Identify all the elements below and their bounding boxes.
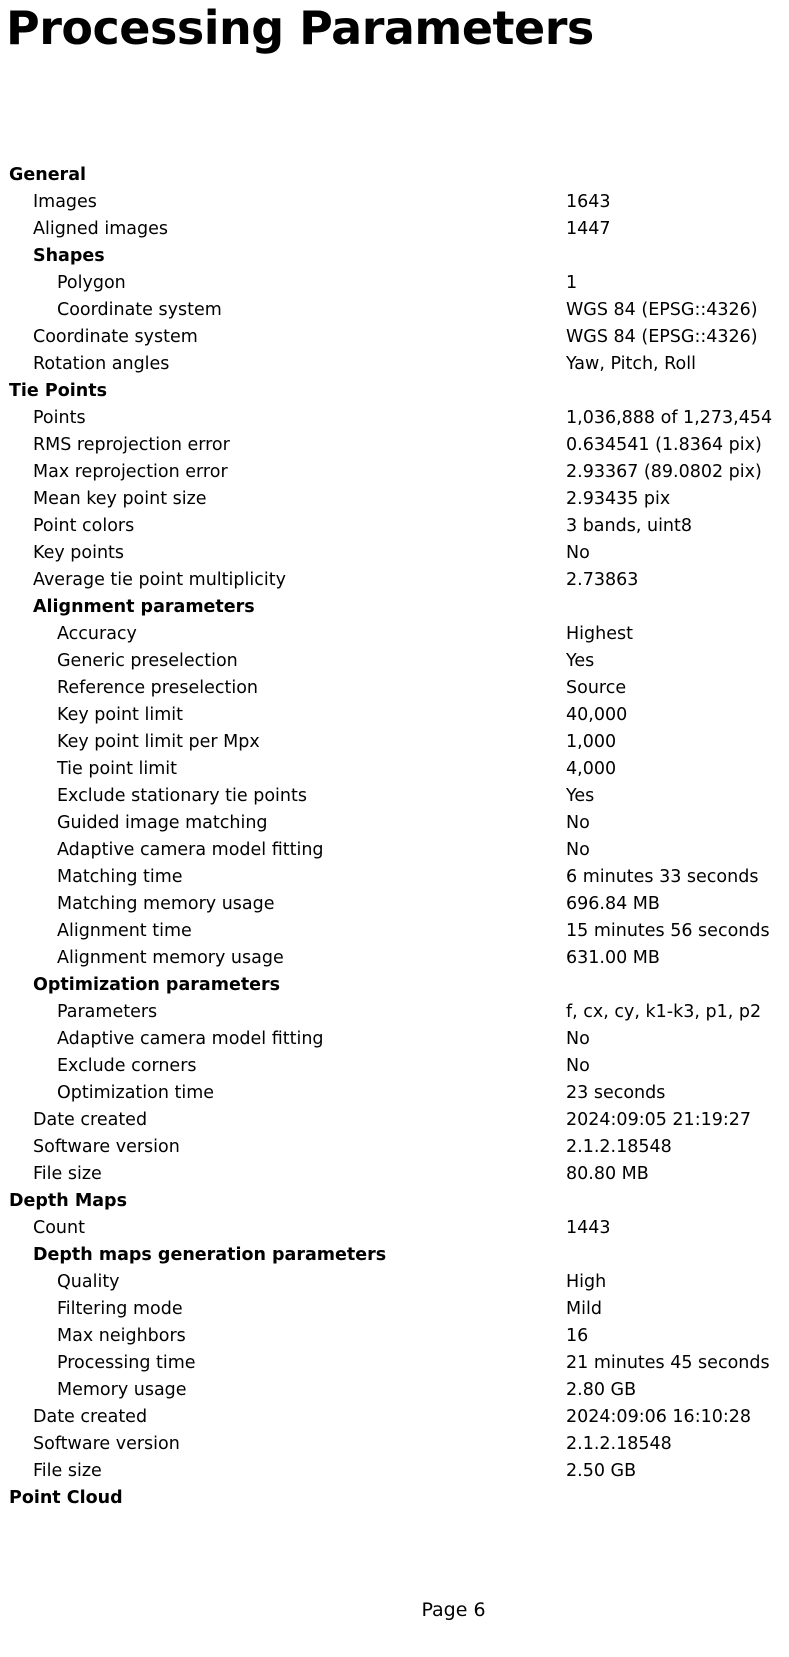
parameter-value: 2.80 GB — [566, 1380, 637, 1400]
parameter-label: Count — [33, 1218, 85, 1238]
parameter-value: 4,000 — [566, 759, 617, 779]
parameter-value: 2.50 GB — [566, 1461, 637, 1481]
parameter-value: No — [566, 1056, 590, 1076]
parameter-row — [0, 729, 789, 756]
parameter-label: Alignment memory usage — [57, 948, 284, 968]
parameter-row — [0, 1377, 789, 1404]
parameter-row — [0, 1269, 789, 1296]
parameter-value: 21 minutes 45 seconds — [566, 1353, 770, 1373]
parameter-value: 3 bands, uint8 — [566, 516, 693, 536]
parameter-value: 15 minutes 56 seconds — [566, 921, 770, 941]
parameter-label: Reference preselection — [57, 678, 259, 698]
parameter-label: Key point limit per Mpx — [57, 732, 260, 752]
parameter-value: WGS 84 (EPSG::4326) — [566, 300, 758, 320]
parameter-value: 1443 — [566, 1218, 611, 1238]
parameter-label: Shapes — [33, 246, 105, 266]
parameter-row — [0, 405, 789, 432]
subsection-header-row — [0, 594, 789, 621]
parameter-value: 1 — [566, 273, 578, 293]
parameter-label: Filtering mode — [57, 1299, 183, 1319]
parameter-value: Mild — [566, 1299, 602, 1319]
parameter-label: Date created — [33, 1407, 148, 1427]
parameter-row — [0, 459, 789, 486]
parameter-value: 2.93435 pix — [566, 489, 671, 509]
parameter-value: Yes — [566, 786, 595, 806]
parameter-row — [0, 540, 789, 567]
parameter-label: General — [9, 165, 86, 185]
parameter-row — [0, 216, 789, 243]
parameter-row — [0, 1404, 789, 1431]
parameter-label: File size — [33, 1164, 102, 1184]
parameter-label: Quality — [57, 1272, 120, 1292]
parameter-row — [0, 1107, 789, 1134]
parameter-value: 80.80 MB — [566, 1164, 649, 1184]
section-header-row — [0, 162, 789, 189]
parameter-value: 2024:09:06 16:10:28 — [566, 1407, 752, 1427]
parameter-row — [0, 1431, 789, 1458]
parameter-label: Software version — [33, 1137, 180, 1157]
parameter-row — [0, 783, 789, 810]
parameter-row — [0, 864, 789, 891]
parameter-row — [0, 810, 789, 837]
parameter-label: Matching time — [57, 867, 183, 887]
parameter-value: 2.73863 — [566, 570, 639, 590]
parameter-label: Processing time — [57, 1353, 196, 1373]
parameter-value: 1,000 — [566, 732, 617, 752]
parameter-label: Points — [33, 408, 86, 428]
page-title: Processing Parameters — [6, 1, 594, 55]
parameter-value: 16 — [566, 1326, 589, 1346]
parameter-row — [0, 1296, 789, 1323]
section-header-row — [0, 378, 789, 405]
parameter-label: Optimization parameters — [33, 975, 281, 995]
parameter-label: Max neighbors — [57, 1326, 186, 1346]
parameter-label: Mean key point size — [33, 489, 207, 509]
parameter-row — [0, 891, 789, 918]
parameter-value: 1643 — [566, 192, 611, 212]
parameters-list — [0, 162, 789, 1512]
section-header-row — [0, 1188, 789, 1215]
parameter-label: Coordinate system — [33, 327, 198, 347]
parameter-value: 1,036,888 of 1,273,454 — [566, 408, 773, 428]
parameter-label: Depth Maps — [9, 1191, 128, 1211]
subsection-header-row — [0, 1242, 789, 1269]
parameter-value: No — [566, 543, 590, 563]
parameter-label: Coordinate system — [57, 300, 222, 320]
parameter-value: 2024:09:05 21:19:27 — [566, 1110, 752, 1130]
parameter-label: Exclude corners — [57, 1056, 197, 1076]
parameter-value: 696.84 MB — [566, 894, 660, 914]
parameter-row — [0, 837, 789, 864]
parameter-label: Matching memory usage — [57, 894, 275, 914]
parameter-value: 2.93367 (89.0802 pix) — [566, 462, 762, 482]
parameter-row — [0, 297, 789, 324]
parameter-label: Key point limit — [57, 705, 183, 725]
page-footer — [0, 1599, 789, 1621]
parameter-label: Images — [33, 192, 97, 212]
parameter-label: Key points — [33, 543, 125, 563]
subsection-header-row — [0, 243, 789, 270]
parameter-label: File size — [33, 1461, 102, 1481]
parameter-row — [0, 1215, 789, 1242]
parameter-row — [0, 486, 789, 513]
parameter-row — [0, 1323, 789, 1350]
parameter-value: High — [566, 1272, 607, 1292]
section-header-row — [0, 1485, 789, 1512]
parameter-row — [0, 1026, 789, 1053]
parameter-label: RMS reprojection error — [33, 435, 230, 455]
parameter-label: Guided image matching — [57, 813, 268, 833]
parameter-label: Memory usage — [57, 1380, 187, 1400]
parameter-label: Max reprojection error — [33, 462, 228, 482]
parameter-value: 40,000 — [566, 705, 628, 725]
parameter-row — [0, 1161, 789, 1188]
parameter-row — [0, 945, 789, 972]
parameter-row — [0, 324, 789, 351]
parameter-row — [0, 513, 789, 540]
parameter-label: Average tie point multiplicity — [33, 570, 286, 590]
subsection-header-row — [0, 972, 789, 999]
parameter-row — [0, 999, 789, 1026]
page-number: Page 6 — [421, 1599, 486, 1621]
parameter-label: Software version — [33, 1434, 180, 1454]
parameter-row — [0, 1053, 789, 1080]
parameter-label: Generic preselection — [57, 651, 238, 671]
parameter-value: 2.1.2.18548 — [566, 1137, 672, 1157]
parameter-row — [0, 351, 789, 378]
parameter-value: 0.634541 (1.8364 pix) — [566, 435, 762, 455]
parameter-label: Point Cloud — [9, 1488, 123, 1508]
parameter-label: Accuracy — [57, 624, 137, 644]
parameter-label: Polygon — [57, 273, 126, 293]
parameter-value: 2.1.2.18548 — [566, 1434, 672, 1454]
parameter-value: Yes — [566, 651, 595, 671]
parameter-value: Source — [566, 678, 627, 698]
parameter-row — [0, 270, 789, 297]
parameter-label: Adaptive camera model fitting — [57, 840, 324, 860]
parameter-row — [0, 621, 789, 648]
parameter-label: Depth maps generation parameters — [33, 1245, 387, 1265]
parameter-value: f, cx, cy, k1-k3, p1, p2 — [566, 1002, 762, 1022]
parameter-value: 1447 — [566, 219, 611, 239]
parameter-row — [0, 918, 789, 945]
parameter-row — [0, 189, 789, 216]
parameter-row — [0, 675, 789, 702]
parameter-label: Adaptive camera model fitting — [57, 1029, 324, 1049]
parameter-label: Rotation angles — [33, 354, 170, 374]
parameter-row — [0, 1458, 789, 1485]
parameter-label: Aligned images — [33, 219, 168, 239]
parameter-row — [0, 648, 789, 675]
parameter-row — [0, 567, 789, 594]
parameter-value: No — [566, 840, 590, 860]
parameter-label: Exclude stationary tie points — [57, 786, 307, 806]
parameter-label: Tie point limit — [57, 759, 178, 779]
parameter-label: Date created — [33, 1110, 148, 1130]
parameter-value: Yaw, Pitch, Roll — [566, 354, 696, 374]
parameter-row — [0, 1134, 789, 1161]
parameter-row — [0, 432, 789, 459]
parameter-label: Optimization time — [57, 1083, 215, 1103]
parameter-value: Highest — [566, 624, 633, 644]
parameter-row — [0, 1080, 789, 1107]
parameter-value: No — [566, 813, 590, 833]
parameter-label: Parameters — [57, 1002, 158, 1022]
parameter-value: 6 minutes 33 seconds — [566, 867, 759, 887]
parameter-label: Alignment parameters — [33, 597, 255, 617]
parameter-row — [0, 756, 789, 783]
parameter-label: Tie Points — [9, 381, 107, 401]
parameter-value: No — [566, 1029, 590, 1049]
parameter-value: WGS 84 (EPSG::4326) — [566, 327, 758, 347]
parameter-value: 631.00 MB — [566, 948, 660, 968]
parameter-row — [0, 1350, 789, 1377]
parameter-value: 23 seconds — [566, 1083, 666, 1103]
parameter-label: Point colors — [33, 516, 135, 536]
parameter-row — [0, 702, 789, 729]
parameter-label: Alignment time — [57, 921, 192, 941]
